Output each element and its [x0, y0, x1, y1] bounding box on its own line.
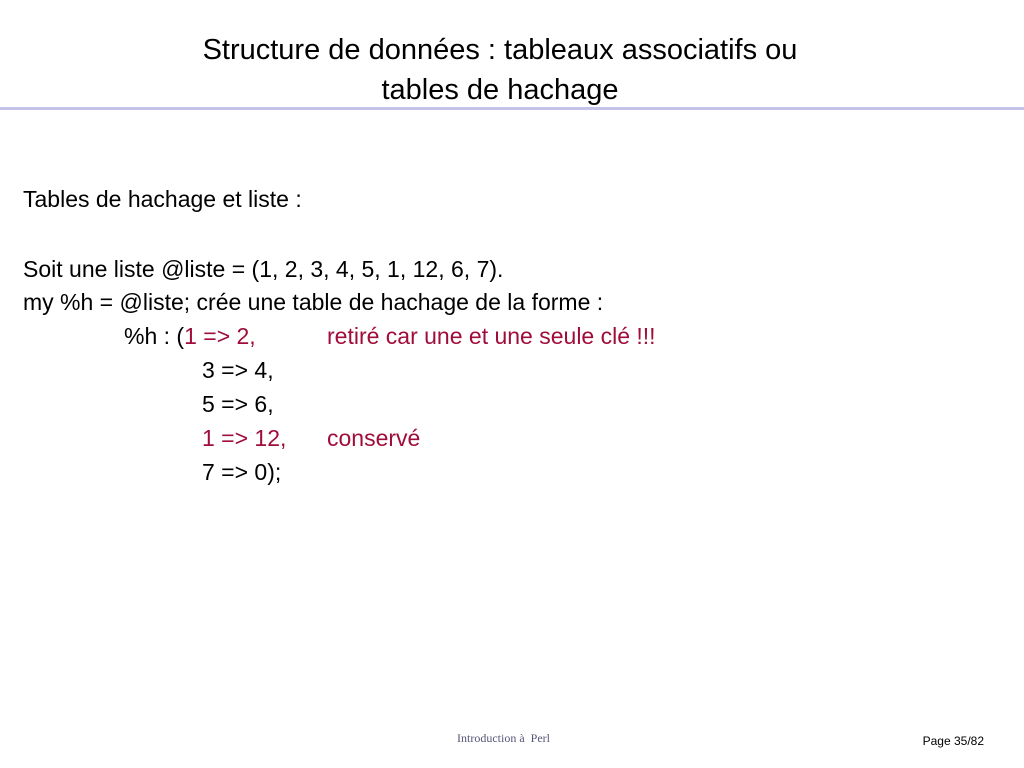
footer-course-title: Introduction à Perl — [457, 731, 550, 745]
slide-title — [0, 30, 1000, 110]
hash-pair-1-note: retiré car une et une seule clé !!! — [327, 323, 656, 349]
hash-first-pair-line — [124, 321, 256, 351]
hash-pair-4: 1 => 12, — [202, 425, 287, 451]
hash-pair-2: 3 => 4, — [202, 357, 274, 383]
footer-page-number: Page 35/82 — [922, 734, 984, 748]
hash-pair-4-note: conservé — [327, 425, 421, 451]
hash-pair-5: 7 => 0); — [202, 459, 282, 485]
hash-pair-3: 5 => 6, — [202, 391, 274, 417]
slide-title-line-1: Structure de données : tableaux associatifs ou — [202, 34, 798, 66]
slide-title-line-2: tables de hachage — [381, 74, 619, 106]
list-definition-line: Soit une liste @liste = (1, 2, 3, 4, 5, 1, 12, 6, 7). — [23, 256, 504, 282]
hash-assignment-line: my %h = @liste; crée une table de hachage de la forme : — [23, 289, 604, 315]
title-divider — [0, 107, 1024, 110]
hash-prefix: %h : ( — [124, 323, 185, 349]
section-heading: Tables de hachage et liste : — [23, 186, 302, 212]
hash-pair-1: 1 => 2, — [184, 323, 256, 349]
